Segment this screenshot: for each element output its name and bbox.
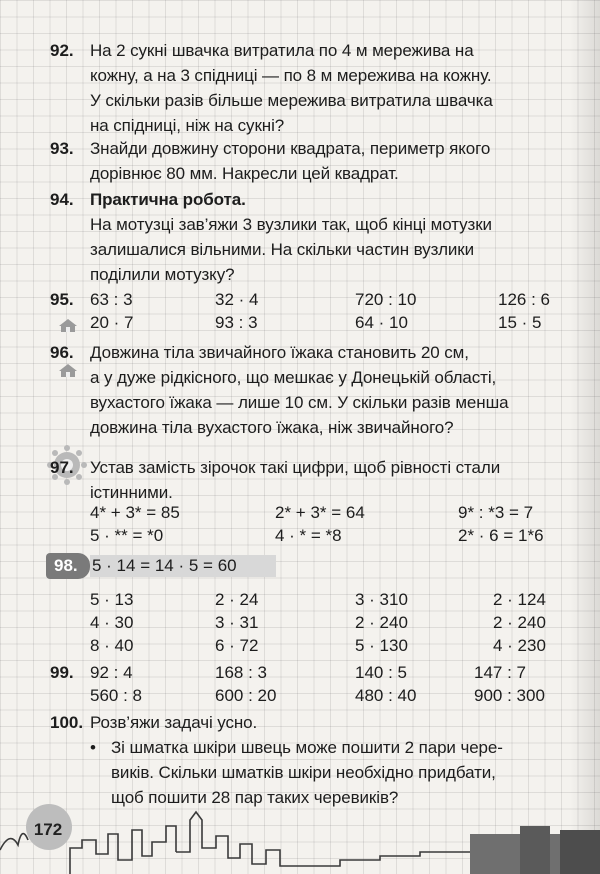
text-line: У скільки разів більше мережива витратила швачка [90, 91, 493, 110]
example: 6 · 72 [215, 636, 259, 655]
example: 32 · 4 [215, 290, 259, 309]
example: 140 : 5 [355, 663, 407, 682]
example: 600 : 20 [215, 686, 277, 705]
skyline-icon [0, 790, 600, 874]
example: 5 · 13 [90, 590, 134, 609]
equation: 9* : *3 = 7 [458, 503, 534, 522]
task-badge [46, 553, 90, 579]
task-number: 95. [50, 290, 74, 309]
text-line: вухастого їжака — лише 10 см. У скільки разів менша [90, 393, 509, 412]
text-line: Устав замість зірочок такі цифри, щоб рівності стали [90, 458, 501, 477]
example: 4 · 30 [90, 613, 134, 632]
example: 92 : 4 [90, 663, 133, 682]
text-line: істинними. [90, 483, 173, 502]
task-text [90, 136, 570, 186]
text-line: а у дуже рідкісного, що мешкає у Донецькій області, [90, 368, 497, 387]
example: 3 · 31 [215, 613, 259, 632]
example: 2 · 240 [493, 613, 546, 632]
text-line: на спідниці, ніж на сукні? [90, 116, 285, 135]
equation: 4* + 3* = 85 [90, 503, 180, 522]
task-text [90, 187, 570, 287]
task-number: 98. [54, 556, 78, 575]
example: 168 : 3 [215, 663, 267, 682]
example: 720 : 10 [355, 290, 417, 309]
text-line: На мотузці зав’яжи 3 вузлики так, щоб кінці мотузки [90, 215, 492, 234]
example: 3 · 310 [355, 590, 408, 609]
task-number: 92. [50, 41, 74, 60]
example: 126 : 6 [498, 290, 550, 309]
example: 900 : 300 [474, 686, 545, 705]
example: 147 : 7 [474, 663, 526, 682]
example: 64 · 10 [355, 313, 408, 332]
example: 560 : 8 [90, 686, 142, 705]
text-line: поділили мотузку? [90, 265, 235, 284]
text-line: дорівнює 80 мм. Накресли цей квадрат. [90, 164, 399, 183]
text-line: Зі шматка шкіри швець може пошити 2 пари чере- [111, 738, 503, 757]
task-text [90, 455, 570, 505]
text-line: залишалися вільними. На скільки частин вузлики [90, 240, 475, 259]
example: 93 : 3 [215, 313, 258, 332]
worked-example: 5 · 14 = 14 · 5 = 60 [92, 556, 237, 575]
example: 63 : 3 [90, 290, 133, 309]
equation: 4 · * = *8 [275, 526, 342, 545]
bullet-marker: • [90, 738, 96, 757]
example: 20 · 7 [90, 313, 134, 332]
page-number: 172 [33, 820, 63, 839]
task-number: 94. [50, 190, 74, 209]
equation: 5 · ** = *0 [90, 526, 164, 545]
task-number: 93. [50, 139, 74, 158]
text-line: довжина тіла вухастого їжака, ніж звичайного? [90, 418, 454, 437]
equation: 2* + 3* = 64 [275, 503, 365, 522]
text-line: кожну, а на 3 спідниці — по 8 м мережива на кожну. [90, 66, 492, 85]
example: 4 · 230 [493, 636, 546, 655]
text-line: щоб пошити 28 пар таких черевиків? [111, 788, 399, 807]
text-line: Довжина тіла звичайного їжака становить 20 см, [90, 343, 469, 362]
text-line: Знайди довжину сторони квадрата, периметр якого [90, 139, 491, 158]
text-line: виків. Скільки шматків шкіри необхідно придбати, [111, 763, 496, 782]
task-number: 97. [50, 458, 74, 477]
task-number: 96. [50, 343, 74, 362]
example: 5 · 130 [355, 636, 408, 655]
example: 8 · 40 [90, 636, 134, 655]
task-intro: Розв’яжи задачі усно. [90, 713, 258, 732]
home-icon [57, 317, 79, 333]
text-line: На 2 сукні швачка витратила по 4 м мережива на [90, 41, 474, 60]
task-text [90, 710, 570, 735]
example: 2 · 24 [215, 590, 259, 609]
task-text [90, 38, 570, 138]
task-title: Практична робота. [90, 190, 246, 209]
task-text [90, 340, 570, 440]
task-number: 99. [50, 663, 74, 682]
example: 2 · 240 [355, 613, 408, 632]
equation: 2* · 6 = 1*6 [458, 526, 544, 545]
example: 480 : 40 [355, 686, 417, 705]
example: 2 · 124 [493, 590, 546, 609]
example: 15 · 5 [498, 313, 542, 332]
task-number: 100. [50, 713, 84, 732]
home-icon [57, 362, 79, 378]
